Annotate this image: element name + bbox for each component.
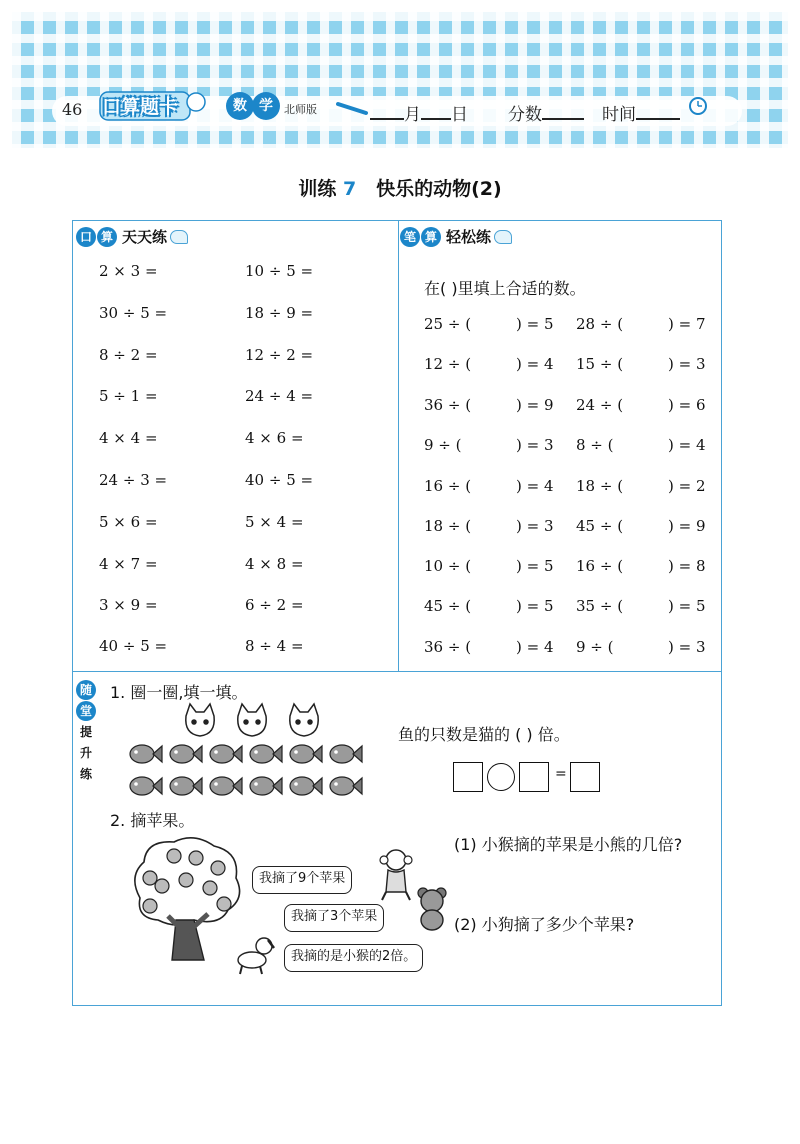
- clock-icon: [688, 96, 708, 116]
- time-blank[interactable]: [636, 104, 680, 120]
- fish-icon: [130, 745, 162, 763]
- oral-problem: 30 ÷ 5 =: [99, 304, 168, 322]
- fill-problem[interactable]: 16 ÷ ( ) = 4: [424, 477, 554, 495]
- question-1-label: 1. 圈一圈,填一填。: [110, 683, 248, 702]
- fish-icon: [130, 777, 162, 795]
- question-1-prompt: 鱼的只数是猫的 ( ) 倍。: [398, 725, 570, 744]
- oral-problem: 6 ÷ 2 =: [245, 596, 304, 614]
- oral-problem: 5 ÷ 1 =: [99, 387, 158, 405]
- fill-problem[interactable]: 9 ÷ ( ) = 3: [576, 638, 706, 656]
- score-blank[interactable]: [542, 104, 584, 120]
- fill-problem[interactable]: 10 ÷ ( ) = 5: [424, 557, 554, 575]
- fish-icon: [330, 777, 362, 795]
- fill-problem[interactable]: 18 ÷ ( ) = 3: [424, 517, 554, 535]
- bear-speech-bubble: 我摘了3个苹果: [284, 904, 384, 932]
- cat-icon: [186, 704, 214, 736]
- dog-speech-bubble: 我摘的是小猴的2倍。: [284, 944, 423, 972]
- answer-box[interactable]: [519, 762, 549, 792]
- fill-problem[interactable]: 36 ÷ ( ) = 4: [424, 638, 554, 656]
- oral-problem: 8 ÷ 2 =: [99, 346, 158, 364]
- apple-tree-icon: [128, 836, 246, 966]
- fill-instruction: 在( )里填上合适的数。: [424, 279, 586, 298]
- oral-practice-badge: 口 算 天天练: [76, 226, 188, 247]
- oral-problem: 4 × 4 =: [99, 429, 158, 447]
- written-practice-badge: 笔 算 轻松练: [400, 226, 512, 247]
- pen-icon: [336, 100, 370, 116]
- leaf-icon: [170, 230, 188, 244]
- date-field: 月 日: [370, 100, 468, 125]
- fish-icon: [170, 777, 202, 795]
- operator-circle[interactable]: [487, 763, 515, 791]
- fish-icon: [210, 777, 242, 795]
- oral-problem: 40 ÷ 5 =: [245, 471, 314, 489]
- equals-sign: =: [555, 766, 567, 782]
- fill-problem[interactable]: 28 ÷ ( ) = 7: [576, 315, 706, 333]
- fill-problem[interactable]: 45 ÷ ( ) = 9: [576, 517, 706, 535]
- fish-icon: [330, 745, 362, 763]
- monkey-speech-bubble: 我摘了9个苹果: [252, 866, 352, 894]
- section-divider: [72, 671, 722, 672]
- page-title: 训练 7 快乐的动物(2): [298, 178, 502, 200]
- fish-icon: [290, 777, 322, 795]
- oral-problem: 3 × 9 =: [99, 596, 158, 614]
- fish-icon: [250, 745, 282, 763]
- oral-problem: 2 × 3 =: [99, 262, 158, 280]
- fish-icon: [210, 745, 242, 763]
- oral-problem: 24 ÷ 4 =: [245, 387, 314, 405]
- fill-problem[interactable]: 25 ÷ ( ) = 5: [424, 315, 554, 333]
- subject-char-1: 数: [226, 92, 254, 120]
- fill-problem[interactable]: 8 ÷ ( ) = 4: [576, 436, 706, 454]
- fill-problem[interactable]: 9 ÷ ( ) = 3: [424, 436, 554, 454]
- score-field: 分数: [508, 100, 584, 125]
- month-blank[interactable]: [370, 104, 404, 120]
- day-blank[interactable]: [421, 104, 451, 120]
- brand-title: 口算题卡: [102, 96, 179, 118]
- leaf-icon: [494, 230, 512, 244]
- oral-problem: 10 ÷ 5 =: [245, 262, 314, 280]
- fill-problem[interactable]: 18 ÷ ( ) = 2: [576, 477, 706, 495]
- cat-group: [180, 702, 330, 742]
- oral-problem: 4 × 6 =: [245, 429, 304, 447]
- oral-problem: 8 ÷ 4 =: [245, 637, 304, 655]
- fish-icon: [170, 745, 202, 763]
- fill-problem[interactable]: 45 ÷ ( ) = 5: [424, 597, 554, 615]
- fish-icon: [290, 745, 322, 763]
- page-number: 46: [62, 100, 83, 119]
- answer-box[interactable]: [570, 762, 600, 792]
- oral-problem: 4 × 7 =: [99, 555, 158, 573]
- monkey-icon: [376, 848, 416, 902]
- improvement-badge: 随 堂 提 升 练: [76, 680, 96, 785]
- fill-problem[interactable]: 35 ÷ ( ) = 5: [576, 597, 706, 615]
- oral-problem: 24 ÷ 3 =: [99, 471, 168, 489]
- fish-group: [124, 740, 364, 802]
- oral-problem: 40 ÷ 5 =: [99, 637, 168, 655]
- oral-problem: 12 ÷ 2 =: [245, 346, 314, 364]
- oral-problem: 4 × 8 =: [245, 555, 304, 573]
- column-divider: [398, 220, 399, 672]
- question-2-label: 2. 摘苹果。: [110, 811, 195, 830]
- subject-char-2: 学: [252, 92, 280, 120]
- question-2-sub-1: (1) 小猴摘的苹果是小熊的几倍?: [454, 835, 683, 854]
- question-2-sub-2: (2) 小狗摘了多少个苹果?: [454, 915, 635, 934]
- oral-problem: 5 × 6 =: [99, 513, 158, 531]
- bear-icon: [414, 886, 450, 932]
- fill-problem[interactable]: 15 ÷ ( ) = 3: [576, 355, 706, 373]
- answer-box[interactable]: [453, 762, 483, 792]
- fill-problem[interactable]: 24 ÷ ( ) = 6: [576, 396, 706, 414]
- cat-icon: [238, 704, 266, 736]
- fill-problem[interactable]: 16 ÷ ( ) = 8: [576, 557, 706, 575]
- fill-problem[interactable]: 36 ÷ ( ) = 9: [424, 396, 554, 414]
- cat-icon: [290, 704, 318, 736]
- time-field: 时间: [602, 100, 680, 125]
- dog-icon: [232, 934, 276, 976]
- oral-problem: 18 ÷ 9 =: [245, 304, 314, 322]
- fish-icon: [250, 777, 282, 795]
- oral-problem: 5 × 4 =: [245, 513, 304, 531]
- fill-problem[interactable]: 12 ÷ ( ) = 4: [424, 355, 554, 373]
- edition-label: 北师版: [284, 103, 317, 116]
